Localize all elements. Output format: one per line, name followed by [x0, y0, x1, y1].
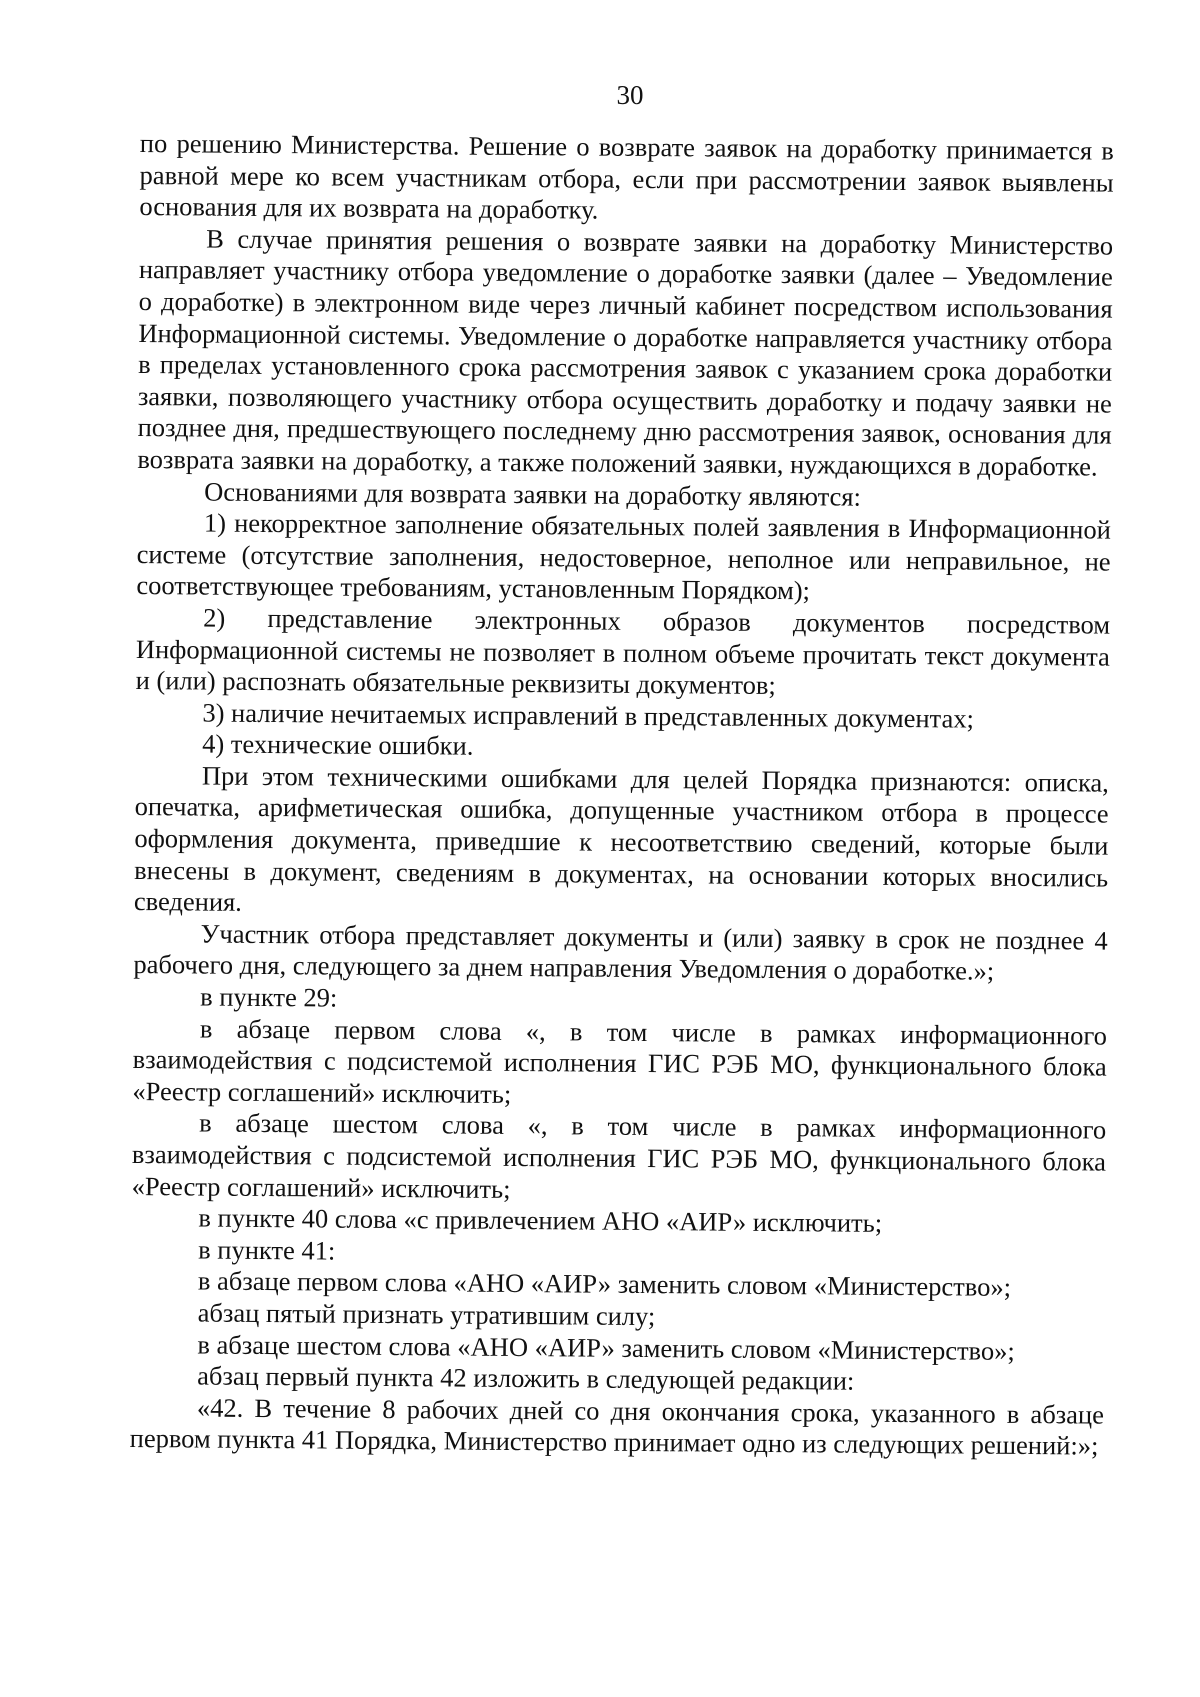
paragraph: в абзаце первом слова «, в том числе в рамках информационного взаимодействия с подсистемой исполнения ГИС РЭБ МО, функционального блока «Реестр соглашений» исключить; [132, 1013, 1108, 1109]
paragraph: в абзаце шестом слова «, в том числе в рамках информационного взаимодействия с подсистемой исполнения ГИС РЭБ МО, функционального блока «Реестр соглашений» исключить; [131, 1107, 1107, 1204]
page-number: 30 [616, 80, 644, 110]
paragraph: Основаниями для возврата заявки на доработку являются: [204, 476, 862, 512]
paragraph: «42. В течение 8 рабочих дней со дня окончания срока, указанного в абзаце первом пункта 41 Порядка, Министерство принимает одно из следующих решений:»; [129, 1392, 1105, 1461]
paragraph: в пункте 41: [198, 1234, 336, 1266]
paragraph: В случае принятия решения о возврате заявки на доработку Министерство направляет участнику отбора уведомление о доработке заявки (далее – Уведомление о доработке) в электронном виде через личный кабинет посредством использования Информационной системы. Уведомление о доработке направляется участнику отбора в пределах установленного срока рассмотрения заявок с указанием срока доработки заявки, позволяющего участнику отбора осуществить доработку и подачу заявки не позднее дня, предшествующего последнему дню рассмотрения заявок, основания для возврата заявки на доработку, а также положений заявки, нуждающихся в доработке. [137, 223, 1114, 482]
paragraph: в пункте 29: [200, 981, 338, 1013]
list-item: 3) наличие нечитаемых исправлений в представленных документах; [202, 697, 975, 734]
paragraph: в абзаце первом слова «АНО «АИР» заменить словом «Министерство»; [197, 1265, 1012, 1303]
list-item: 4) технические ошибки. [202, 728, 474, 761]
list-item: 2) представление электронных образов документов посредством Информационной системы не позволяет в полном объеме прочитать текст документа и (или) распознать обязательные реквизиты документов; [135, 602, 1111, 701]
list-item: 1) некорректное заполнение обязательных полей заявления в Информационной системе (отсутствие заполнения, недостоверное, неполное или неправильное, не соответствующее требованиям, установленным Порядком); [136, 507, 1111, 606]
paragraph: абзац пятый признать утратившим силу; [197, 1297, 656, 1332]
paragraph: абзац первый пункта 42 изложить в следующей редакции: [197, 1360, 855, 1396]
paragraph: в абзаце шестом слова «АНО «АИР» заменить словом «Министерство»; [197, 1329, 1015, 1366]
paragraph: в пункте 40 слова «с привлечением АНО «АИР» исключить; [198, 1202, 883, 1239]
document-body [130, 128, 1114, 1463]
paragraph: При этом техническими ошибками для целей Порядка признаются: описка, опечатка, арифметическая ошибка, допущенные участником отбора в процессе оформления документа, приведшие к несоответствию сведений, которые были внесены в документ, сведениям в документах, на основании которых вносились сведения. [133, 760, 1110, 918]
paragraph: по решению Министерства. Решение о возврате заявок на доработку принимается в равной мере ко всем участникам отбора, если при рассмотрении заявок выявлены основания для их возврата на доработку. [139, 128, 1114, 225]
paragraph: Участник отбора представляет документы и (или) заявку в срок не позднее 4 рабочего дня, следующего за днем направления Уведомления о доработке.»; [133, 918, 1108, 987]
